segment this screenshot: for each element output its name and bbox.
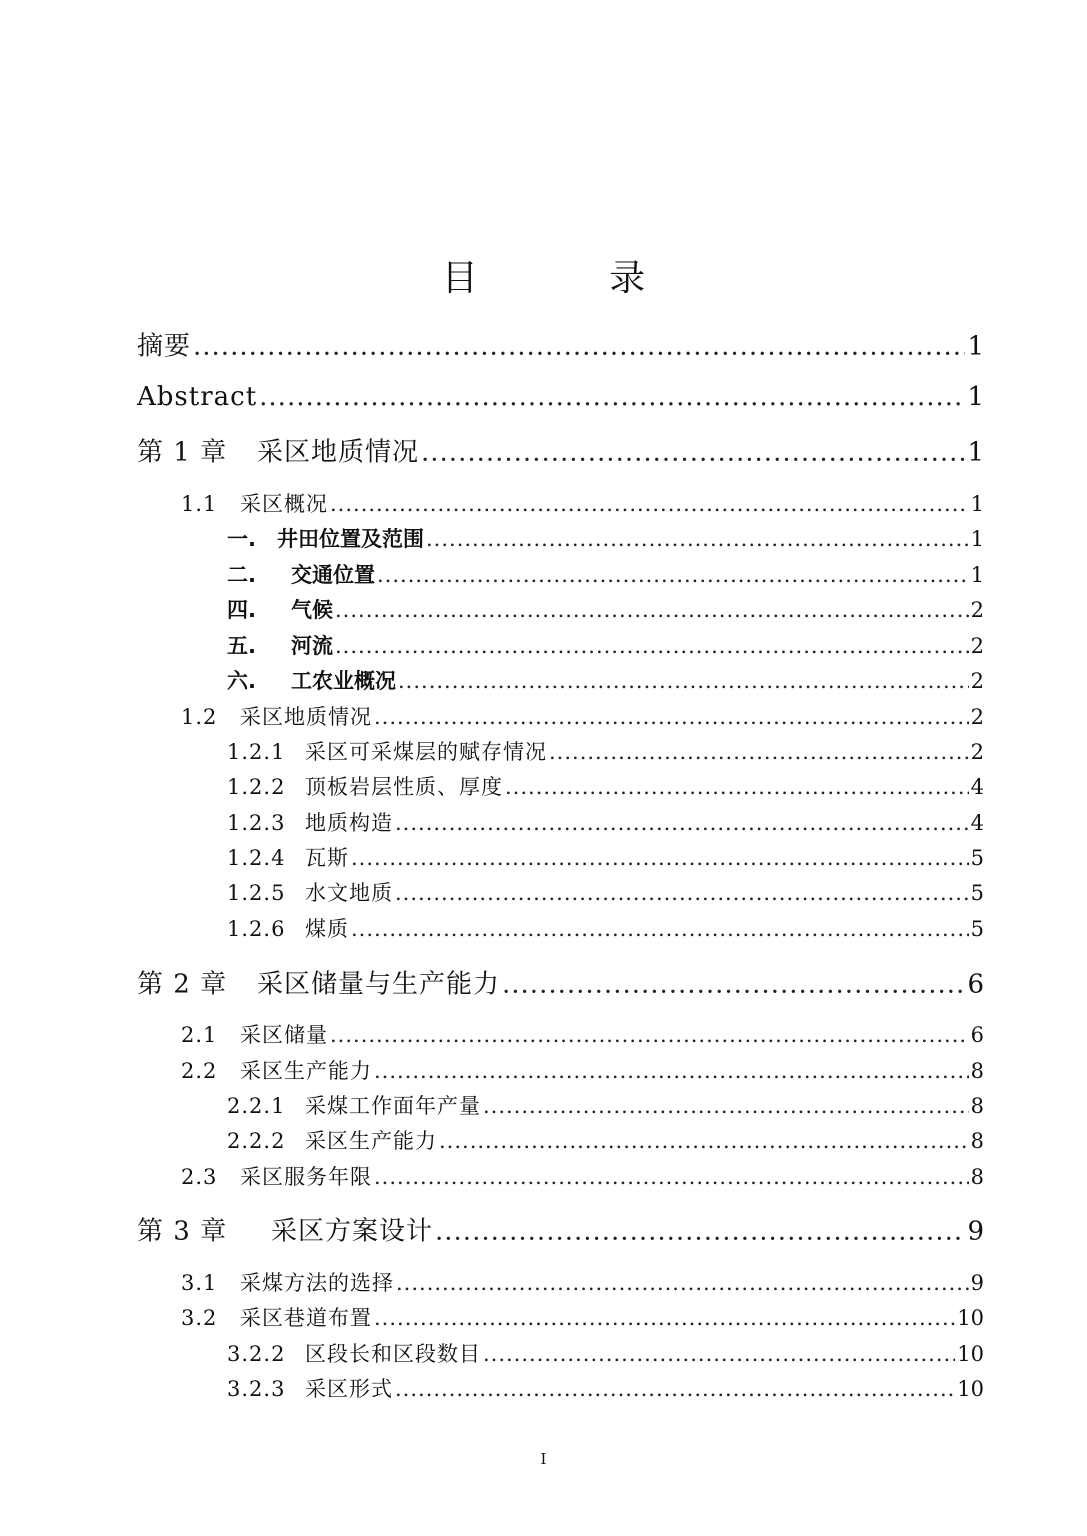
toc-page-number: 9: [967, 1216, 984, 1247]
toc-entry-number: 1.2.3: [227, 811, 286, 835]
toc-entry-text: 瓦斯: [305, 846, 349, 870]
toc-entry-text: 区段长和区段数目: [305, 1342, 481, 1366]
toc-entry-1-2-6[interactable]: [227, 913, 984, 943]
toc-entry-number: 五.: [227, 634, 256, 658]
toc-entry-number: 六.: [227, 669, 256, 693]
toc-page-number: 2: [970, 740, 984, 764]
toc-entry-1-2-5[interactable]: [227, 877, 984, 907]
toc-leader: [426, 527, 969, 551]
toc-leader: [374, 1165, 969, 1189]
toc-entry-number: 2.1: [181, 1023, 218, 1047]
toc-entry-text: 采煤方法的选择: [240, 1271, 394, 1295]
page-title: 目 录: [441, 258, 706, 299]
toc-entry-text: 采区方案设计: [271, 1216, 434, 1247]
toc-entry-number: 2.2: [181, 1059, 218, 1083]
toc-page-number: 8: [970, 1165, 984, 1189]
toc-entry-chapter-1[interactable]: [137, 432, 984, 469]
toc-entry-abstract-cn[interactable]: [137, 326, 984, 363]
toc-entry-number: 四.: [227, 598, 256, 622]
toc-entry-text: 采区可采煤层的赋存情况: [305, 740, 547, 764]
toc-leader: [395, 811, 969, 835]
toc-leader: [330, 1023, 969, 1047]
toc-page-number: 4: [970, 775, 984, 799]
toc-entry-text: 煤质: [305, 917, 349, 941]
toc-entry-text: 采区储量与生产能力: [257, 969, 501, 1000]
toc-entry-1-1-b[interactable]: [227, 559, 984, 589]
toc-leader: [377, 563, 969, 587]
toc-entry-text: 顶板岩层性质、厚度: [305, 775, 503, 799]
toc-page-number: 8: [970, 1059, 984, 1083]
toc-entry-1-2-3[interactable]: [227, 807, 984, 837]
toc-entry-1-1-a[interactable]: [227, 523, 984, 553]
toc-leader: [505, 775, 969, 799]
toc-page-number: 8: [970, 1129, 984, 1153]
toc-entry-1-1-e[interactable]: [227, 630, 984, 660]
toc-entry-number: 1.1: [181, 492, 218, 516]
toc-page-number: 1: [970, 563, 984, 587]
toc-leader: [374, 1059, 969, 1083]
toc-leader: [335, 598, 969, 622]
toc-entry-text: Abstract: [137, 382, 258, 412]
toc-leader: [483, 1342, 955, 1366]
toc-page-number: 1: [970, 527, 984, 551]
toc-entry-number: 2.3: [181, 1165, 218, 1189]
toc-entry-number: 二.: [227, 563, 256, 587]
toc-leader: [398, 669, 969, 693]
toc-entry-number: 2.2.2: [227, 1129, 286, 1153]
toc-leader: [193, 332, 965, 362]
toc-entry-text: 气候: [291, 598, 333, 622]
toc-leader: [374, 705, 969, 729]
toc-entry-number: 第 2 章: [137, 969, 228, 1000]
toc-entry-number: 1.2: [181, 705, 218, 729]
toc-leader: [483, 1094, 969, 1118]
toc-page-number: 1: [967, 331, 984, 362]
toc-entry-text: 采煤工作面年产量: [305, 1094, 481, 1118]
toc-leader: [549, 740, 969, 764]
toc-page-number: 9: [970, 1271, 984, 1295]
toc-entry-2-2-2[interactable]: [227, 1125, 984, 1155]
toc-entry-text: 采区生产能力: [240, 1059, 372, 1083]
toc-entry-number: 3.2: [181, 1306, 218, 1330]
toc-entry-3-2-3[interactable]: [227, 1373, 984, 1403]
toc-page-number: 6: [967, 969, 984, 1000]
toc-page-number: 2: [970, 705, 984, 729]
toc-entry-text: 采区储量: [240, 1023, 328, 1047]
toc-leader: [395, 1377, 955, 1401]
toc-page-number: 8: [970, 1094, 984, 1118]
toc-page-number: 10: [957, 1342, 984, 1366]
toc-entry-number: 一.: [227, 527, 256, 551]
toc-page-number: 6: [970, 1023, 984, 1047]
toc-leader: [335, 634, 969, 658]
toc-entry-chapter-3[interactable]: [137, 1211, 984, 1248]
toc-page-number: 1: [967, 382, 984, 412]
toc-page-number: 1: [970, 492, 984, 516]
toc-leader: [421, 438, 965, 468]
toc-page-number: 10: [957, 1306, 984, 1330]
toc-entry-number: 1.2.6: [227, 917, 286, 941]
toc-entry-number: 3.1: [181, 1271, 218, 1295]
toc-page-number: 4: [970, 811, 984, 835]
toc-entry-number: 2.2.1: [227, 1094, 286, 1118]
toc-entry-number: 3.2.2: [227, 1342, 286, 1366]
toc-entry-text: 交通位置: [291, 563, 375, 587]
toc-entry-2-1[interactable]: [181, 1019, 984, 1049]
toc-entry-1-1-d[interactable]: [227, 594, 984, 624]
toc-entry-text: 水文地质: [305, 881, 393, 905]
toc-page-number: 2: [970, 598, 984, 622]
toc-entry-text: 采区巷道布置: [240, 1306, 372, 1330]
toc-entry-abstract-en[interactable]: [137, 382, 984, 412]
toc-entry-text: 采区生产能力: [305, 1129, 437, 1153]
toc-leader: [439, 1129, 969, 1153]
toc-entry-text: 工农业概况: [291, 669, 396, 693]
toc-entry-chapter-2[interactable]: [137, 964, 984, 1001]
toc-entry-text: 井田位置及范围: [277, 527, 424, 551]
toc-page-number: 2: [970, 634, 984, 658]
toc-leader: [351, 846, 969, 870]
toc-leader: [259, 382, 965, 412]
toc-entry-number: 1.2.5: [227, 881, 286, 905]
toc-page-number: 5: [970, 846, 984, 870]
toc-page-number: 5: [970, 881, 984, 905]
toc-leader: [395, 881, 969, 905]
toc-leader: [396, 1271, 969, 1295]
toc-entry-text: 采区地质情况: [240, 705, 372, 729]
toc-entry-text: 河流: [291, 634, 333, 658]
toc-page-number: 10: [957, 1377, 984, 1401]
toc-entry-number: 1.2.1: [227, 740, 286, 764]
toc-entry-1-1-f[interactable]: [227, 665, 984, 695]
toc-page-number: 1: [967, 437, 984, 468]
toc-entry-number: 1.2.2: [227, 775, 286, 799]
toc-entry-text: 采区地质情况: [257, 437, 420, 468]
toc-entry-text: 摘要: [137, 331, 192, 362]
page-footer-number: I: [540, 1450, 547, 1468]
toc-entry-number: 1.2.4: [227, 846, 286, 870]
toc-entry-1-1[interactable]: [181, 488, 984, 518]
toc-leader: [502, 970, 965, 1000]
toc-entry-number: 第 1 章: [137, 437, 228, 468]
toc-entry-text: 采区服务年限: [240, 1165, 372, 1189]
toc-leader: [435, 1217, 965, 1247]
toc-leader: [374, 1306, 955, 1330]
toc-entry-3-2[interactable]: [181, 1302, 984, 1332]
toc-entry-2-3[interactable]: [181, 1161, 984, 1191]
toc-leader: [351, 917, 969, 941]
toc-entry-2-2[interactable]: [181, 1055, 984, 1085]
toc-entry-text: 采区概况: [240, 492, 328, 516]
toc-entry-2-2-1[interactable]: [227, 1090, 984, 1120]
toc-entry-1-2[interactable]: [181, 701, 984, 731]
toc-entry-1-2-2[interactable]: [227, 771, 984, 801]
toc-leader: [330, 492, 969, 516]
toc-entry-number: 第 3 章: [137, 1216, 228, 1247]
toc-page-number: 2: [970, 669, 984, 693]
toc-entry-1-2-4[interactable]: [227, 842, 984, 872]
toc-entry-3-2-2[interactable]: [227, 1338, 984, 1368]
toc-entry-3-1[interactable]: [181, 1267, 984, 1297]
toc-entry-number: 3.2.3: [227, 1377, 286, 1401]
toc-entry-text: 地质构造: [305, 811, 393, 835]
toc-page-number: 5: [970, 917, 984, 941]
toc-entry-text: 采区形式: [305, 1377, 393, 1401]
toc-entry-1-2-1[interactable]: [227, 736, 984, 766]
